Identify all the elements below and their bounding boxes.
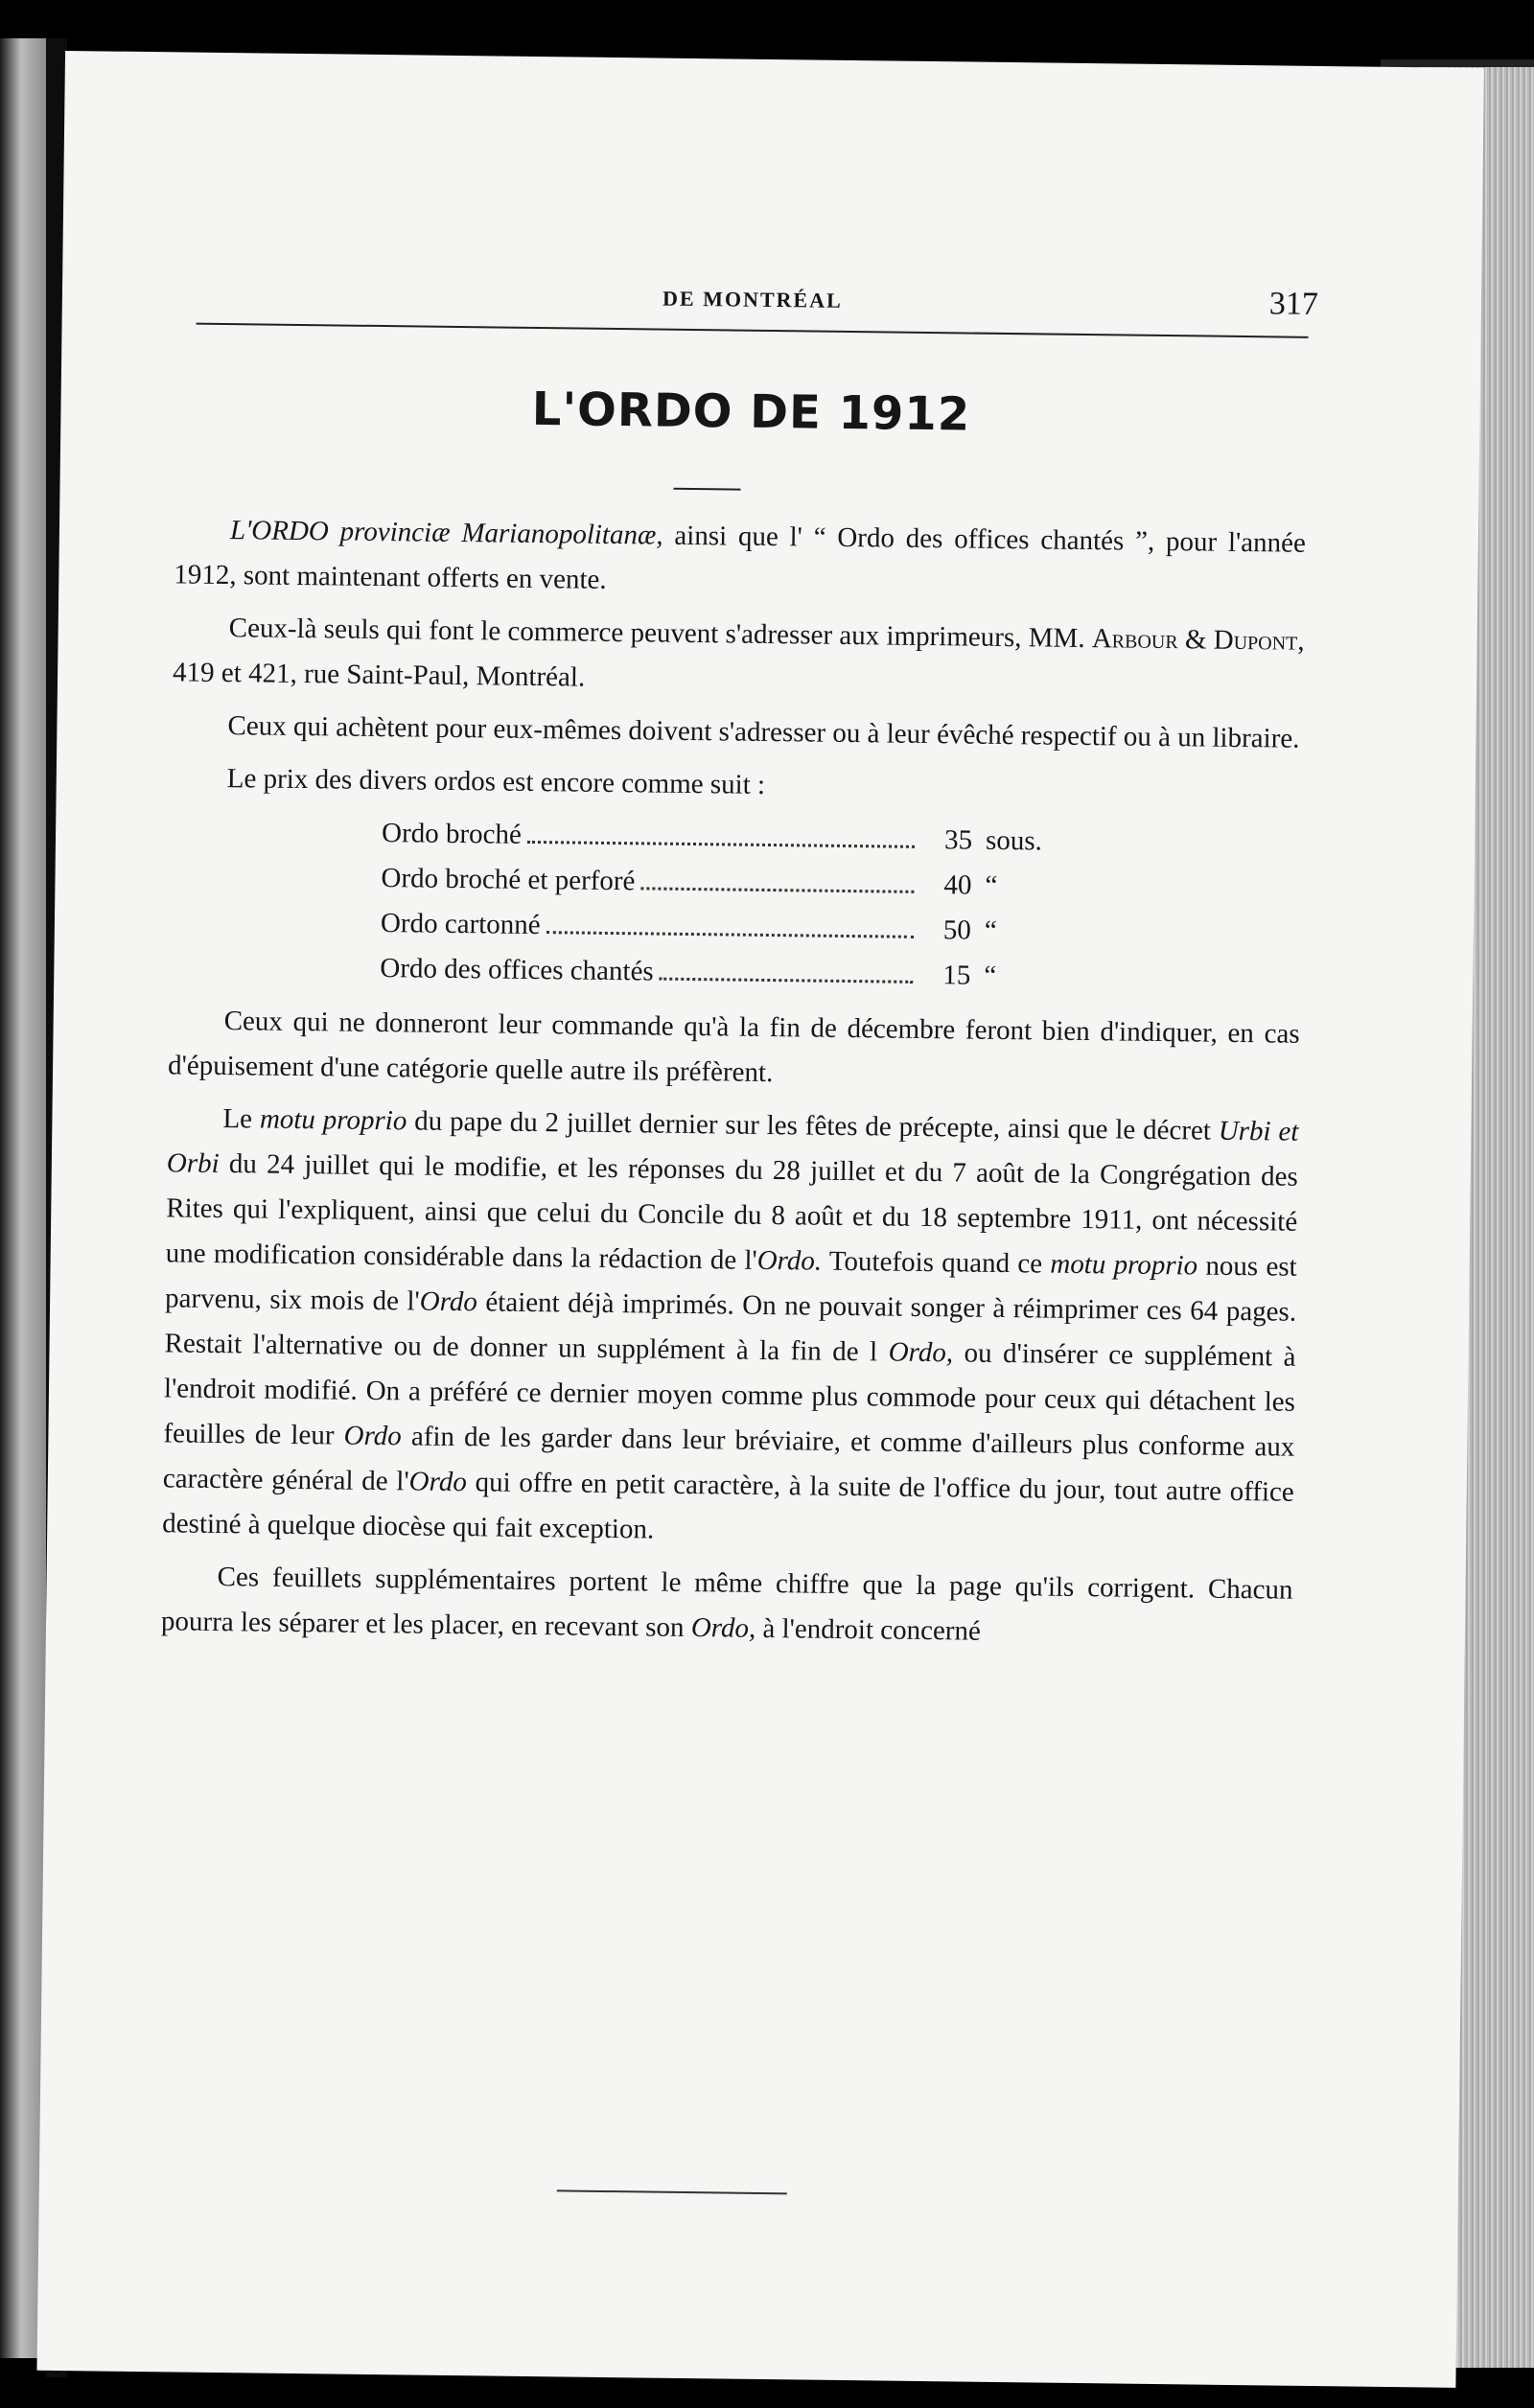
text-run: Ces feuillets supplémentaires portent le même chiffre que la page qu'ils corrigent. Chacun pourra les séparer et les placer, en recevant son <box>160 1562 1293 1643</box>
paragraph-5: Ceux qui ne donneront leur commande qu'à la fin de décembre feront bien d'indiquer, en cas d'épuisement d'une catégorie quelle autre ils préfèrent. <box>167 1006 1300 1089</box>
italic-run: Ordo <box>419 1285 478 1318</box>
end-rule <box>557 2189 787 2194</box>
paragraph-7 <box>161 1554 1293 1657</box>
text-run: ou d'insérer ce supplément à l'endroit modifié. On a préféré ce dernier moyen comme plus commode pour ceux qui détachent les feuilles de leur <box>163 1337 1296 1451</box>
page-number: 317 <box>1268 286 1319 322</box>
paragraph-1 <box>174 507 1306 611</box>
price-unit: sous. <box>985 824 1043 857</box>
price-unit: “ <box>984 915 997 946</box>
paragraph-2-text: Ceux-là seuls qui font le commerce peuvent s'adresser aux imprimeurs, MM. <box>228 613 1085 654</box>
italic-run: Urbi et Orbi <box>166 1115 1299 1180</box>
printer-name: Arbour & Dupont, <box>1091 623 1305 657</box>
price-row <box>380 946 1071 1000</box>
italic-run: motu proprio <box>1050 1248 1198 1282</box>
italic-run: Ordo <box>408 1466 468 1498</box>
text-run: qui offre en petit caractère, à la suite de l'office du jour, tout autre office destiné à quelque diocèse qui fait exception. <box>162 1467 1294 1545</box>
previous-page-edge <box>0 38 46 2358</box>
price-label: Ordo broché et perforé <box>381 863 636 897</box>
text-run: du pape du 2 juillet dernier sur les fêtes de précepte, ainsi que le décret <box>414 1105 1212 1146</box>
paragraph-1-text: ainsi que l' “ Ordo des offices chantés ”, pour l'année 1912, sont maintenant offerts en vente. <box>174 520 1307 595</box>
price-label: Ordo des offices chantés <box>380 953 654 987</box>
price-list <box>169 808 1302 1002</box>
text-run: Toutefois quand ce <box>828 1245 1043 1280</box>
text-run: du 24 juillet qui le modifie, et les réponses du 28 juillet et du 7 août de la Congrégation des Rites qui l'expliquent, ainsi que celui du Concile du 8 août et du 18 septembre 1911, ont nécessité une modification considérable dans la rédaction de l' <box>165 1148 1298 1276</box>
price-label: Ordo cartonné <box>380 908 541 941</box>
dot-leader <box>546 931 914 938</box>
article-body <box>161 507 1306 1665</box>
italic-run: motu proprio <box>259 1103 407 1137</box>
title-rule <box>674 488 741 491</box>
price-label: Ordo broché <box>381 818 523 850</box>
printer-address: 419 et 421, rue Saint-Paul, Montréal. <box>172 657 586 693</box>
italic-run: Ordo <box>343 1420 402 1452</box>
dot-leader <box>660 978 914 984</box>
dot-leader <box>527 841 915 848</box>
ordo-name: L'ORDO <box>229 515 330 547</box>
italic-run: Ordo, <box>888 1336 954 1369</box>
paragraph-4: Le prix des divers ordos est encore comme suit : <box>226 763 766 800</box>
text-run: Le <box>222 1103 253 1135</box>
price-value: 15 <box>942 960 971 991</box>
price-value: 35 <box>943 824 973 856</box>
ordo-latin-name: provinciæ Marianopolitanæ, <box>339 516 663 551</box>
book-page <box>36 51 1483 2388</box>
paragraph-6 <box>162 1096 1299 1560</box>
price-unit: “ <box>984 960 997 991</box>
text-run: afin de les garder dans leur bréviaire, et comme d'ailleurs plus conforme aux caractère général de l' <box>162 1421 1295 1497</box>
dot-leader <box>640 887 914 892</box>
italic-run: Ordo. <box>756 1244 823 1277</box>
running-title: DE MONTRÉAL <box>662 286 843 313</box>
text-run: à l'endroit concerné <box>762 1612 982 1647</box>
price-unit: “ <box>985 869 998 901</box>
italic-run: Ordo, <box>690 1612 756 1644</box>
text-run: nous est parvenu, six mois de l' <box>164 1250 1297 1317</box>
text-run: étaient déjà imprimés. On ne pouvait songer à réimprimer ces 64 pages. Restait l'alternative ou de donner un supplément à la fin de l <box>164 1286 1297 1368</box>
price-value: 40 <box>943 869 972 901</box>
paragraph-3: Ceux qui achètent pour eux-mêmes doivent s'adresser ou à leur évêché respectif ou à un libraire. <box>227 710 1300 754</box>
article-title: L'ORDO DE 1912 <box>531 382 971 442</box>
price-value: 50 <box>942 915 972 946</box>
paragraph-2 <box>173 605 1305 708</box>
